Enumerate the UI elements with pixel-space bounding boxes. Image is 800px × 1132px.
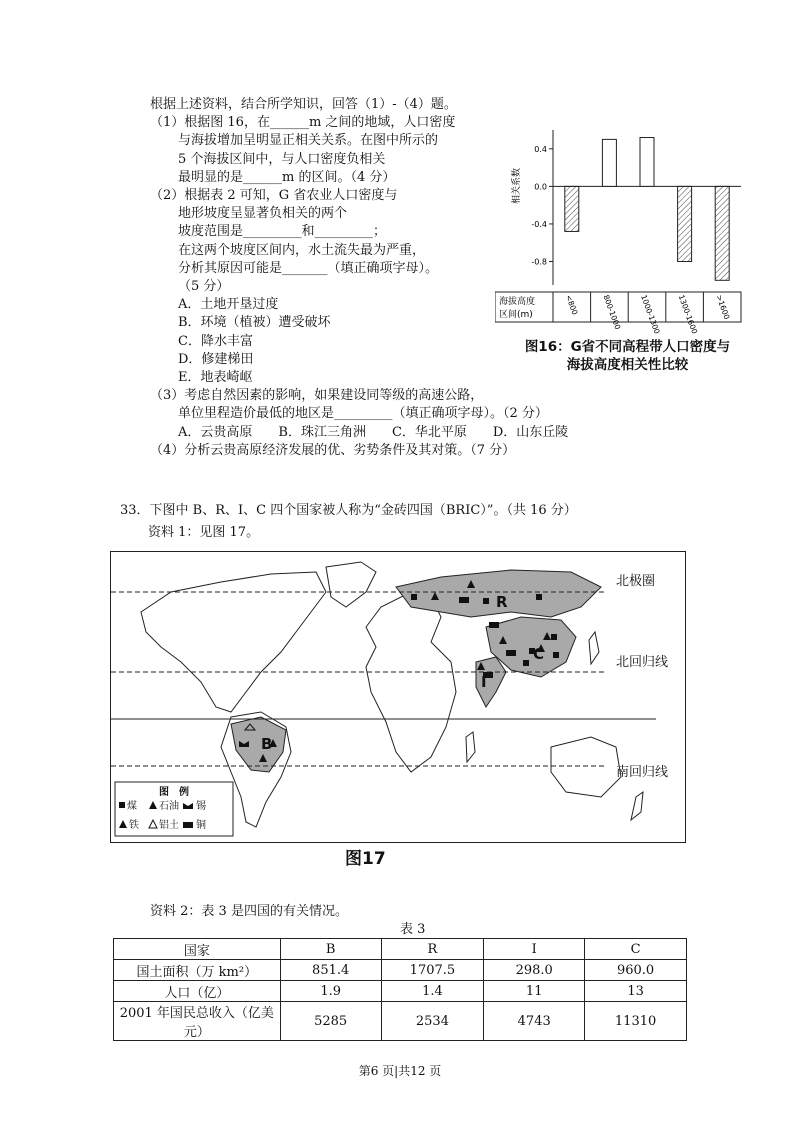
question-32-line: C．降水丰富	[178, 333, 253, 349]
legend-coal-icon	[119, 802, 125, 808]
question-32-line: A．云贵高原 B．珠江三角洲 C．华北平原 D．山东丘陵	[178, 424, 569, 440]
legend-oil: 石油	[159, 801, 179, 812]
question-32-line: 地形坡度呈显著负相关的两个	[178, 206, 348, 222]
question-32-line: 分析其原因可能是_______（填正确项字母）。	[178, 260, 439, 276]
table-cell: 851.4	[280, 960, 381, 981]
question-32-line: 在这两个坡度区间内，水土流失最为严重，	[178, 242, 426, 258]
table-cell: 人口（亿）	[114, 981, 281, 1002]
copper-symbol	[459, 597, 469, 603]
label-I: I	[481, 673, 487, 691]
table-cell: 11	[484, 981, 585, 1002]
legend-coal: 煤	[127, 801, 137, 812]
label-arctic-circle: 北极圈	[616, 574, 656, 589]
bar-<800	[565, 186, 579, 231]
table-cell: 1707.5	[381, 960, 484, 981]
coal-symbol	[483, 598, 489, 604]
table-cell: 11310	[585, 1002, 687, 1041]
question-32-line: B．环境（植被）遭受破坏	[178, 315, 331, 331]
bar-1300-1600	[678, 186, 692, 261]
table-cell: I	[484, 939, 585, 960]
figure-16-caption-line1: 图16：G省不同高程带人口密度与	[524, 339, 731, 355]
table-cell: 国家	[114, 939, 281, 960]
x-category-label: 1000-1300	[639, 293, 662, 336]
question-32-line: E．地表崎岖	[178, 370, 253, 386]
table-cell: 5285	[280, 1002, 381, 1041]
table-cell: 960.0	[585, 960, 687, 981]
question-32-line: A．土地开垦过度	[178, 297, 279, 313]
table-cell: 1.4	[381, 981, 484, 1002]
question-33-line1: 33．下图中 B、R、I、C 四个国家被人称为“金砖四国（BRIC）”。（共 16 分）	[120, 503, 577, 518]
x-category-label: 800-1000	[601, 293, 623, 331]
table-cell: 1.9	[280, 981, 381, 1002]
table-cell: R	[381, 939, 484, 960]
table-cell: 国土面积（万 km²）	[114, 960, 281, 981]
bar-1000-1300	[640, 138, 654, 187]
label-C: C	[533, 645, 545, 663]
y-tick-label: -0.8	[531, 257, 547, 267]
legend-tin: 锡	[196, 801, 206, 812]
table-row	[114, 1002, 687, 1041]
table-row	[114, 960, 687, 981]
material-2-text: 资料 2：表 3 是四国的有关情况。	[150, 904, 348, 919]
bar->1600	[715, 186, 729, 280]
y-tick-label: -0.4	[531, 219, 547, 229]
question-32-line: 坡度范围是_________和_________；	[178, 224, 387, 240]
question-32-line: （3）考虑自然因素的影响，如果建设同等级的高速公路，	[150, 388, 484, 404]
x-category-label: <800	[563, 293, 580, 317]
x-category-label: >1600	[714, 293, 732, 321]
question-32-line: 与海拔增加呈明显正相关关系。在图中所示的	[178, 133, 439, 149]
question-32-line: 单位里程造价最低的地区是_________（填正确项字母）。（2 分）	[178, 406, 548, 422]
table-cell: 2534	[381, 1002, 484, 1041]
x-axis-label-2: 区间(m)	[499, 310, 533, 320]
question-32-line: D．修建梯田	[178, 351, 254, 367]
label-tropic-cancer: 北回归线	[616, 655, 669, 670]
table-cell: B	[280, 939, 381, 960]
table-cell: 4743	[484, 1002, 585, 1041]
label-R: R	[496, 593, 508, 611]
table-row	[114, 939, 687, 960]
legend-copper: 铜	[196, 820, 206, 831]
table-row	[114, 981, 687, 1002]
question-32-line: 根据上述资料，结合所学知识，回答（1）-（4）题。	[150, 97, 457, 112]
y-tick-label: 0.0	[534, 182, 547, 192]
coal-symbol	[553, 652, 559, 658]
table-cell: 298.0	[484, 960, 585, 981]
question-32-line: 5 个海拔区间中，与人口密度负相关	[178, 151, 386, 167]
legend-copper-icon	[183, 822, 193, 828]
legend-bauxite: 铝土	[159, 820, 179, 831]
y-tick-label: 0.4	[534, 144, 547, 154]
figure-17-world-map	[110, 551, 686, 843]
coal-symbol	[551, 634, 557, 640]
map-legend	[115, 782, 233, 836]
question-32-line: （5 分）	[178, 279, 230, 295]
copper-symbol	[489, 622, 499, 628]
y-axis-label: 相关系数	[512, 167, 522, 205]
bar-800-1000	[602, 139, 616, 186]
legend-title: 图 例	[159, 787, 189, 798]
table-cell: C	[585, 939, 687, 960]
question-32-line: 最明显的是______m 的区间。（4 分）	[178, 169, 396, 185]
figure-16-caption-line2: 海拔高度相关性比较	[566, 357, 689, 373]
question-33-line2: 资料 1：见图 17。	[148, 525, 260, 540]
label-tropic-capricorn: 南回归线	[616, 765, 669, 780]
question-32-line: （1）根据图 16，在______m 之间的地域，人口密度	[150, 115, 456, 131]
question-33	[120, 500, 577, 544]
figure-17-caption: 图17	[345, 849, 386, 869]
coal-symbol	[536, 594, 542, 600]
coal-symbol	[411, 594, 417, 600]
table-cell: 13	[585, 981, 687, 1002]
page-footer: 第6 页|共12 页	[358, 1064, 442, 1078]
question-32-line: （2）根据表 2 可知，G 省农业人口密度与	[150, 188, 398, 204]
table-3	[113, 938, 687, 1041]
coal-symbol	[523, 660, 529, 666]
question-32-line: （4）分析云贵高原经济发展的优、劣势条件及其对策。（7 分）	[150, 442, 516, 458]
x-category-label: 1300-1600	[676, 293, 700, 336]
label-B: B	[261, 735, 273, 753]
legend-iron: 铁	[129, 820, 139, 831]
figure-16-caption	[500, 338, 755, 374]
x-axis-label-1: 海拔高度	[499, 297, 536, 307]
table-cell: 2001 年国民总收入（亿美元）	[114, 1002, 281, 1041]
table-3-caption: 表 3	[400, 922, 426, 937]
copper-symbol	[506, 650, 516, 656]
